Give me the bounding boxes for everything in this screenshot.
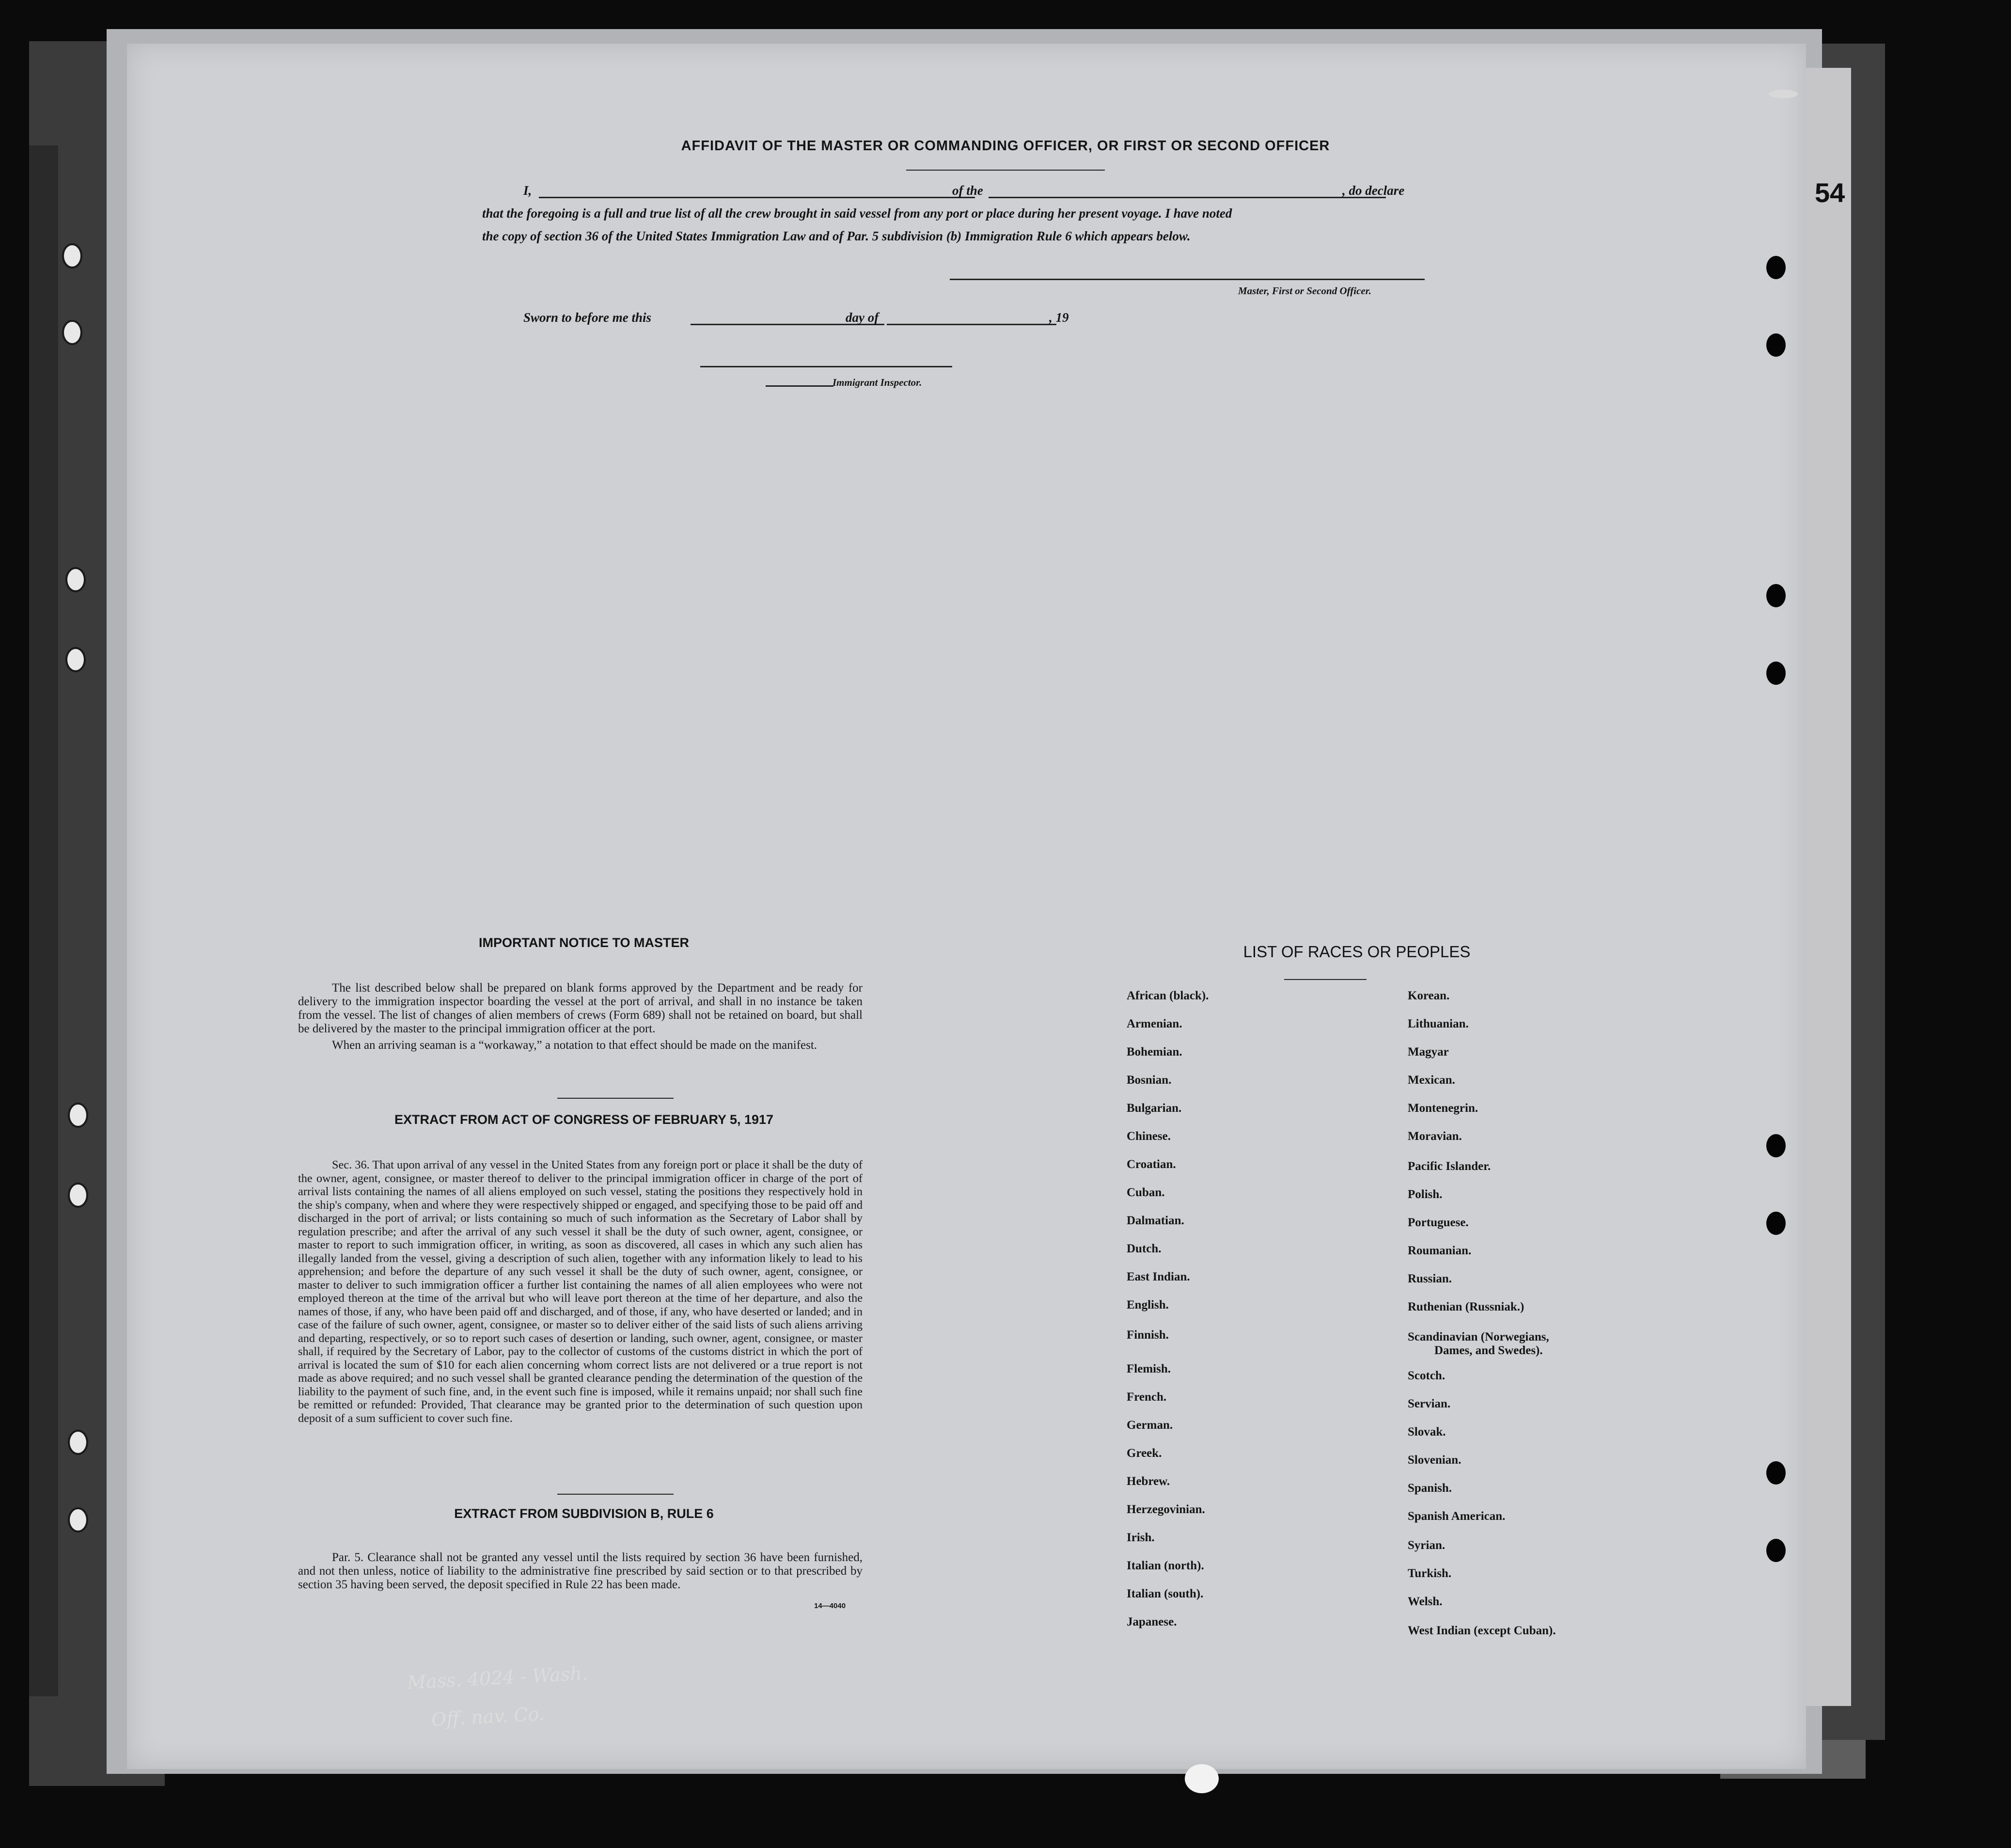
binder-hole-icon	[62, 243, 82, 269]
race-item: Syrian.	[1408, 1539, 1445, 1552]
race-item: Dames, and Swedes).	[1434, 1344, 1543, 1357]
name-blank-line	[539, 197, 975, 198]
race-item: East Indian.	[1127, 1270, 1190, 1283]
race-item: Spanish American.	[1408, 1510, 1506, 1523]
inspector-caption: Immigrant Inspector.	[833, 377, 922, 388]
race-item: Croatian.	[1127, 1158, 1176, 1171]
handwritten-note-2: Off. nav. Co.	[431, 1703, 545, 1731]
binder-hole-icon	[1766, 1461, 1786, 1485]
race-item: Welsh.	[1408, 1595, 1443, 1608]
race-item: Slovenian.	[1408, 1453, 1461, 1467]
inspector-name-line	[766, 385, 833, 387]
race-item: Magyar	[1408, 1045, 1449, 1058]
act-divider	[557, 1494, 674, 1495]
race-item: Lithuanian.	[1408, 1017, 1469, 1030]
race-item: German.	[1127, 1419, 1173, 1432]
affidavit-line-2: that the foregoing is a full and true list of all the crew brought in said vessel from any port or place during her present voyage. I have noted	[482, 206, 1232, 221]
race-item: Moravian.	[1408, 1130, 1462, 1143]
notice-title: IMPORTANT NOTICE TO MASTER	[479, 935, 689, 950]
year-prefix-text: , 19	[1049, 310, 1069, 325]
race-item: Montenegrin.	[1408, 1102, 1478, 1115]
race-item: English.	[1127, 1298, 1169, 1311]
sworn-month-blank	[887, 324, 1056, 325]
race-item: Mexican.	[1408, 1074, 1455, 1087]
affidavit-i: I,	[523, 183, 532, 198]
affidavit-declare: , do declare	[1342, 183, 1405, 198]
race-item: French.	[1127, 1390, 1167, 1404]
binder-hole-icon	[65, 647, 86, 672]
race-item: Italian (south).	[1127, 1587, 1204, 1600]
affidavit-line-3: the copy of section 36 of the United States Immigration Law and of Par. 5 subdivision (b) Immigration Rule 6 which appears below.	[482, 229, 1191, 243]
page-number: 54	[1815, 177, 1845, 208]
races-divider	[1284, 979, 1367, 980]
race-item: Servian.	[1408, 1397, 1451, 1410]
race-item: Scotch.	[1408, 1369, 1445, 1382]
race-item: Slovak.	[1408, 1425, 1446, 1438]
race-item: Greek.	[1127, 1447, 1162, 1460]
binder-hole-icon	[65, 567, 86, 592]
paper-damage-mark	[1185, 1764, 1219, 1793]
section-36-text: Sec. 36. That upon arrival of any vessel in the United States from any foreign port or place it shall be the duty of the owner, agent, consignee, or master thereof to deliver to the principal immigration officer in charge of the port of arrival lists containing the names of all aliens employed on such vessel, stating the positions they respectively hold in the ship's company, when and where they were respectively shipped or engaged, and specifying those to be paid off and discharged in the port of arrival; or lists containing so much of such information as the Secretary of Labor shall by regulation prescribe; and after the arrival of any such vessel it shall be the duty of such owner, agent, consignee, or master to report to such immigration officer, in writing, as soon as discovered, all cases in which any such alien has illegally landed from the vessel, giving a description of such alien, together with any information likely to lead to his apprehension; and before the departure of any such vessel it shall be the duty of such owner, agent, consignee, or master to deliver to such immigration officer a further list containing the names of all alien employees who were not employed thereon at the time of the arrival but who will leave port thereon at the time of her departure, and also the names of those, if any, who have been paid off and discharged, and of those, if any, who have deserted or landed; and in case of the failure of such owner, agent, consignee, or master so to deliver either of the said lists of such aliens arriving and departing, respectively, or so to report such cases of desertion or landing, such owner, agent, consignee, or master shall, if required by the Secretary of Labor, pay to the collector of customs of the customs district in which the port of arrival is located the sum of $10 for each alien concerning whom correct lists are not delivered or a true report is not made as above required; and no such vessel shall be granted clearance pending the determination of the question of the liability to the payment of such fine, and, in the event such fine is imposed, while it remains unpaid; nor shall such fine be remitted or refunded: Provided, That clearance may be granted prior to the determination of such question upon deposit of a sum sufficient to cover such fine.	[298, 1158, 863, 1425]
race-item: Bohemian.	[1127, 1045, 1182, 1058]
race-item: Armenian.	[1127, 1017, 1182, 1030]
race-item: Dalmatian.	[1127, 1214, 1184, 1227]
race-item: African (black).	[1127, 989, 1209, 1002]
extract-act-title: EXTRACT FROM ACT OF CONGRESS OF FEBRUARY 5, 1917	[394, 1112, 774, 1127]
binder-hole-icon	[1766, 584, 1786, 607]
binder-hole-icon	[68, 1430, 88, 1455]
binder-hole-icon	[62, 320, 82, 345]
binder-hole-icon	[68, 1507, 88, 1532]
sworn-text: Sworn to before me this	[523, 310, 652, 325]
race-item: Russian.	[1408, 1272, 1452, 1285]
title-divider	[906, 170, 1105, 171]
binder-hole-icon	[1766, 333, 1786, 357]
back-sheet-margin	[1803, 68, 1851, 1706]
binder-hole-icon	[68, 1183, 88, 1208]
master-signature-line	[950, 279, 1425, 280]
races-title: LIST OF RACES OR PEOPLES	[1243, 943, 1471, 961]
race-item: Italian (north).	[1127, 1559, 1204, 1572]
race-item: West Indian (except Cuban).	[1408, 1624, 1556, 1637]
race-item: Herzegovinian.	[1127, 1503, 1205, 1516]
affidavit-title: AFFIDAVIT OF THE MASTER OR COMMANDING OFFICER, OR FIRST OR SECOND OFFICER	[681, 138, 1330, 154]
binder-hole-icon	[1766, 662, 1786, 685]
race-item: Cuban.	[1127, 1186, 1165, 1199]
race-item: Chinese.	[1127, 1130, 1171, 1143]
binding-shadow	[29, 145, 58, 1696]
race-item: Flemish.	[1127, 1362, 1171, 1375]
race-item: Pacific Islander.	[1408, 1160, 1491, 1173]
form-number: 14—4040	[814, 1602, 846, 1610]
handwritten-note-1: Mass. 4024 - Wash.	[407, 1662, 588, 1693]
day-of-text: day of	[846, 310, 879, 325]
notice-body	[298, 981, 863, 1055]
binder-hole-icon	[1766, 1212, 1786, 1235]
binder-hole-icon	[1766, 1134, 1786, 1157]
extract-rule-body	[298, 1551, 863, 1595]
race-item: Japanese.	[1127, 1615, 1177, 1628]
race-item: Polish.	[1408, 1188, 1443, 1201]
race-item: Spanish.	[1408, 1482, 1452, 1495]
race-item: Finnish.	[1127, 1328, 1169, 1342]
paper-tear-mark	[1769, 90, 1798, 98]
race-item: Irish.	[1127, 1531, 1155, 1544]
race-item: Roumanian.	[1408, 1244, 1472, 1257]
sworn-line	[523, 310, 1081, 328]
affidavit-of-the: of the	[952, 183, 983, 198]
race-item: Turkish.	[1408, 1567, 1452, 1580]
master-signature-caption: Master, First or Second Officer.	[1238, 285, 1371, 297]
extract-rule-title: EXTRACT FROM SUBDIVISION B, RULE 6	[454, 1506, 714, 1521]
race-item: Bulgarian.	[1127, 1102, 1182, 1115]
race-item: Bosnian.	[1127, 1074, 1172, 1087]
binder-hole-icon	[1766, 256, 1786, 279]
binder-hole-icon	[1766, 1539, 1786, 1562]
notice-paragraph-2: When an arriving seaman is a “workaway,” a notation to that effect should be made on the manifest.	[332, 1039, 817, 1052]
race-item: Dutch.	[1127, 1242, 1162, 1255]
inspector-signature-line	[700, 366, 952, 367]
vessel-blank-line	[989, 197, 1386, 198]
affidavit-line-1	[523, 183, 1425, 201]
race-item: Scandinavian (Norwegians,	[1408, 1330, 1549, 1343]
extract-act-body	[298, 1158, 863, 1428]
par-5-text: Par. 5. Clearance shall not be granted any vessel until the lists required by section 36 have been furnished, and not then unless, notice of liability to the administrative fine prescribed by said section or to that prescribed by section 35 having been served, the deposit specified in Rule 22 has been made.	[298, 1551, 863, 1591]
race-item: Korean.	[1408, 989, 1450, 1002]
binder-hole-icon	[68, 1103, 88, 1128]
race-item: Hebrew.	[1127, 1475, 1170, 1488]
notice-divider	[557, 1098, 674, 1099]
notice-paragraph-1: The list described below shall be prepared on blank forms approved by the Department and be ready for delivery to the immigration inspector boarding the vessel at the port of arrival, and shall in no instance be taken from the vessel. The list of changes of alien members of crews (Form 689) shall not be retained on board, but shall be delivered by the master to the principal immigration officer at the port.	[298, 981, 863, 1035]
race-item: Ruthenian (Russniak.)	[1408, 1300, 1524, 1313]
race-item: Portuguese.	[1408, 1216, 1469, 1229]
